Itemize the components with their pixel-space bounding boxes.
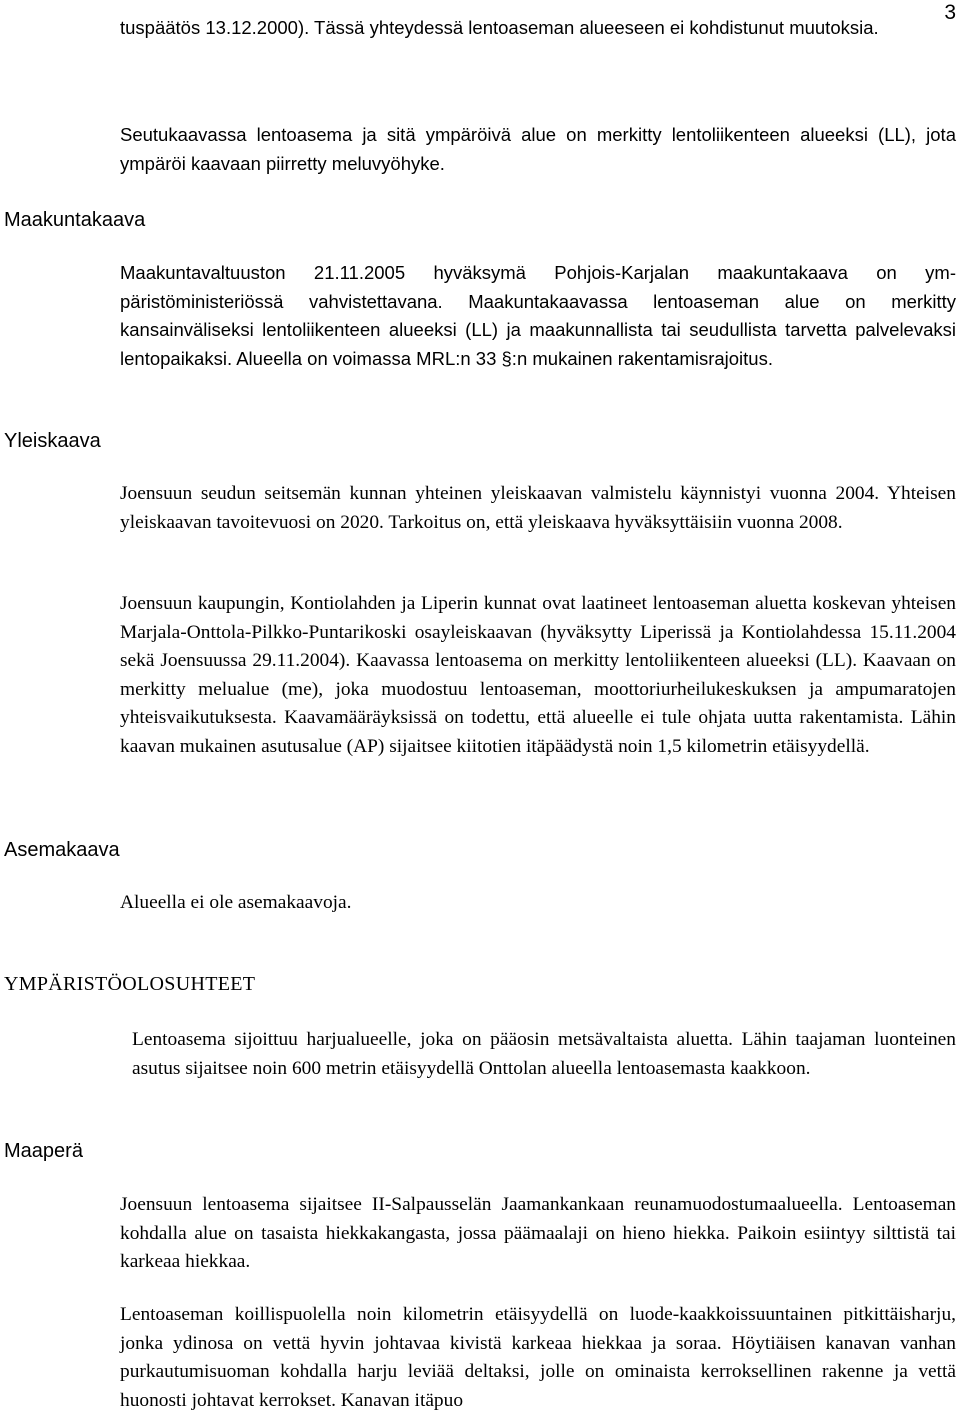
section-heading-ymparistoolosuhteet: YMPÄRISTÖOLOSUHTEET: [4, 973, 256, 995]
paragraph-yleiskaava: Joensuun seudun seitsemän kunnan yhteinen yleiskaavan valmistelu käynnistyi vuonna 2004. Yhteisen yleiskaavan tavoitevuosi on 2020. Tarkoitus on, että yleiskaava hyväksyttäisiin vuonna 2008.: [120, 483, 956, 533]
paragraph-decision-continuation: tuspäätös 13.12.2000). Tässä yhteydessä lentoaseman alueeseen ei kohdistunut muutoksia.: [120, 17, 879, 38]
paragraph-seutukaava: Seutukaavassa lentoasema ja sitä ympäröivä alue on merkitty lentoliikenteen alueeksi (LL), jota ympäröi kaavaan piirretty meluvyöhyke.: [120, 124, 956, 174]
page-number: 3: [944, 1, 956, 24]
paragraph-environment: Lentoasema sijoittuu harjualueelle, joka on pääosin metsävaltaista aluetta. Lähin taajaman luonteinen asutus sijaitsee noin 600 metrin etäisyydellä Onttolan alueella lentoasemasta kaakkoon.: [132, 1029, 956, 1079]
side-label-maakuntakaava: Maakuntakaava: [4, 209, 146, 231]
paragraph-osayleiskaava: Joensuun kaupungin, Kontiolahden ja Liperin kunnat ovat laatineet lentoaseman aluetta koskevan yhteisen Marjala-Onttola-Pilkko-Puntarikoski osayleiskaavan (hyväksytty Liperissä ja Kontiolahdessa 15.11.2004 sekä Joensuussa 29.11.2004). Kaavassa lentoasema on merkitty lentoliikenteen alueeksi (LL). Kaavaan on merkitty melualue (me), joka muodostuu lentoaseman, moottoriurheilukeskuksen ja ampumaratojen yhteisvaikutuksesta. Kaavamääräyksissä on todettu, että alueelle ei tule ohjata uutta rakentamista. Lähin kaavan mukainen asutusalue (AP) sijaitsee kiitotien itäpäädystä noin 1,5 kilometrin etäisyydellä.: [120, 593, 956, 757]
side-label-yleiskaava: Yleiskaava: [4, 430, 101, 452]
side-label-asemakaava: Asemakaava: [4, 839, 120, 861]
paragraph-maapera: Joensuun lentoasema sijaitsee II-Salpausselän Jaamankankaan reunamuodostumaalueella. Lentoaseman kohdalla alue on tasaista hiekkakangasta, jossa päämaalaji on hieno hiekka. Paikoin esiintyy silttistä tai karkeaa hiekkaa.: [120, 1194, 956, 1272]
paragraph-maakuntakaava: Maakuntavaltuuston 21.11.2005 hyväksymä Pohjois-Karjalan maakuntakaava on ympäristöministeriössä vahvistettavana. Maakuntakaavassa lentoaseman alue on merkitty kansainväliseksi lentoliikenteen alueeksi (LL) ja maakunnallista tai seudullista tarvetta palvelevaksi lentopaikaksi. Alueella on voimassa MRL:n 33 §:n mukainen rakentamisrajoitus.: [120, 262, 956, 369]
paragraph-harju: Lentoaseman koillispuolella noin kilometrin etäisyydellä on luode-kaakkoissuuntainen pitkittäisharju, jonka ydinosa on vettä hyvin johtavaa kivistä karkeaa hiekkaa ja soraa. Höytiäisen kanavan vanhan purkautumisuoman kohdalla harju leviää deltaksi, jolle on ominaista kerroksellinen rakenne ja vettä huonosti johtavat kerrokset. Kanavan itäpuo: [120, 1304, 956, 1410]
paragraph-asemakaava: Alueella ei ole asemakaavoja.: [120, 892, 352, 913]
side-label-maapera: Maaperä: [4, 1140, 83, 1162]
